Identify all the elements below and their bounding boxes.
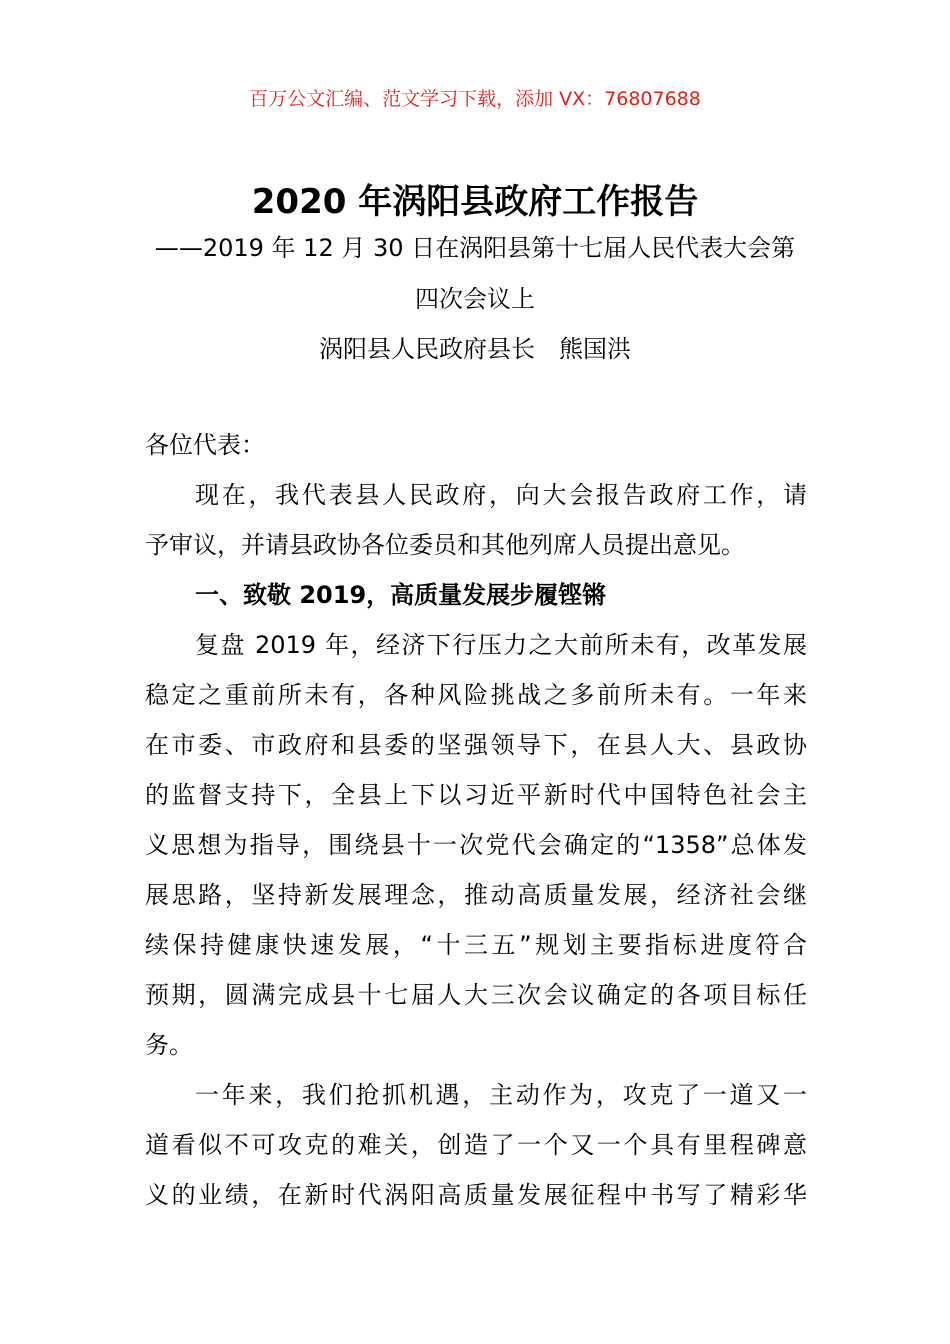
paragraph-line: 预期，圆满完成县十七届人大三次会议确定的各项目标任 [145, 981, 807, 1009]
paragraph-line: 务。 [145, 1031, 193, 1059]
paragraph-line: 在市委、市政府和县委的坚强领导下，在县人大、县政协 [145, 731, 807, 759]
paragraph-line: 义的业绩，在新时代涡阳高质量发展征程中书写了精彩华 [145, 1181, 807, 1209]
paragraph-line: 的监督支持下，全县上下以习近平新时代中国特色社会主 [145, 781, 807, 809]
section-heading: 一、致敬 2019，高质量发展步履铿锵 [195, 581, 607, 609]
paragraph-line: 复盘 2019 年，经济下行压力之大前所未有，改革发展 [195, 631, 807, 659]
document-body [145, 420, 807, 1220]
salutation: 各位代表： [145, 431, 265, 459]
paragraph-line: 展思路，坚持新发展理念，推动高质量发展，经济社会继 [145, 881, 807, 909]
paragraph-line: 稳定之重前所未有，各种风险挑战之多前所未有。一年来 [145, 681, 807, 709]
paragraph-line: 义思想为指导，围绕县十一次党代会确定的“1358”总体发 [145, 831, 807, 859]
paragraph-line: 续保持健康快速发展，“十三五”规划主要指标进度符合 [145, 931, 807, 959]
author-line: 涡阳县人民政府县长 熊国洪 [319, 335, 631, 363]
document-title: 2020 年涡阳县政府工作报告 [251, 182, 699, 222]
paragraph-line: 一年来，我们抢抓机遇，主动作为，攻克了一道又一 [195, 1081, 807, 1109]
subtitle-line-2: 四次会议上 [415, 285, 535, 313]
paragraph-line: 道看似不可攻克的难关，创造了一个又一个具有里程碑意 [145, 1131, 807, 1159]
paragraph-line: 现在，我代表县人民政府，向大会报告政府工作，请 [195, 481, 807, 509]
subtitle-line-1: ——2019 年 12 月 30 日在涡阳县第十七届人民代表大会第 [154, 234, 796, 262]
paragraph-line: 予审议，并请县政协各位委员和其他列席人员提出意见。 [145, 531, 745, 559]
watermark-banner: 百万公文汇编、范文学习下载，添加 VX：76807688 [249, 88, 701, 110]
